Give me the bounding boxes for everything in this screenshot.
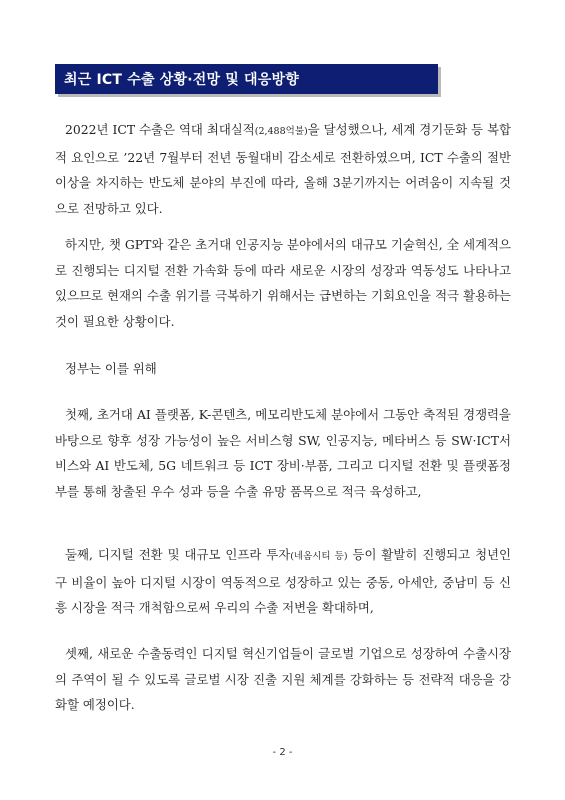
paragraph-text: 등이 활발히 진행되고 청년인구 비율이 높아 디지털 시장이 역동적으로 성장하고 있는 중동, 아세안, 중남미 등 신흥 시장을 적극 개척함으로써 우리의 수출 저변을 확대하며,	[55, 547, 511, 615]
section-title: 최근 ICT 수출 상황·전망 및 대응방향	[64, 72, 299, 88]
paragraph-note: (네옴시티 등)	[290, 551, 348, 562]
paragraph-text: 2022년 ICT 수출은 역대 최대실적	[65, 122, 255, 137]
paragraph-third-strategy: 셋째, 새로운 수출동력인 디지털 혁신기업들이 글로벌 기업으로 성장하여 수출시장의 주역이 될 수 있도록 글로벌 시장 진출 지원 체계를 강화하는 등 전략적 대응을 강화할 예정이다.	[55, 646, 511, 712]
page-number: - 2 -	[272, 747, 293, 758]
paragraph-text: 을 달성했으나, 세계 경기둔화 등 복합적 요인으로 ’22년 7월부터 전년 동월대비 감소세로 전환하였으며, ICT 수출의 절반 이상을 차지하는 반도체 분야의 부진에 따라, 올해 3분기까지는 어려움이 지속될 것으로 전망하고 있다.	[55, 122, 512, 216]
paragraph-text: 둘째, 디지털 전환 및 대규모 인프라 투자	[65, 547, 291, 562]
paragraph-opportunity: 하지만, 챗 GPT와 같은 초거대 인공지능 분야에서의 대규모 기술혁신, 全 세계적으로 진행되는 디지털 전환 가속화 등에 따라 새로운 시장의 성장과 역동성도 나타나고 있으므로 현재의 수출 위기를 극복하기 위해서는 급변하는 기회요인을 적극 활용하는 것이 필요한 상황이다.	[55, 237, 511, 329]
paragraph-first-strategy: 첫째, 초거대 AI 플랫폼, K-콘텐츠, 메모리반도체 분야에서 그동안 축적된 경쟁력을 바탕으로 향후 성장 가능성이 높은 서비스형 SW, 인공지능, 메타버스 등 SW·ICT서비스와 AI 반도체, 5G 네트워크 등 ICT 장비·부품, 그리고 디지털 전환 및 플랫폼정부를 통해 창출된 우수 성과 등을 수출 유망 품목으로 적극 육성하고,	[55, 407, 511, 499]
paragraph-second-strategy	[55, 542, 511, 621]
paragraph-government-intro: 정부는 이를 위해	[65, 361, 157, 376]
section-title-bar	[55, 64, 438, 94]
paragraph-export-performance	[55, 117, 511, 221]
paragraph-note: (2,488억불)	[254, 126, 308, 137]
